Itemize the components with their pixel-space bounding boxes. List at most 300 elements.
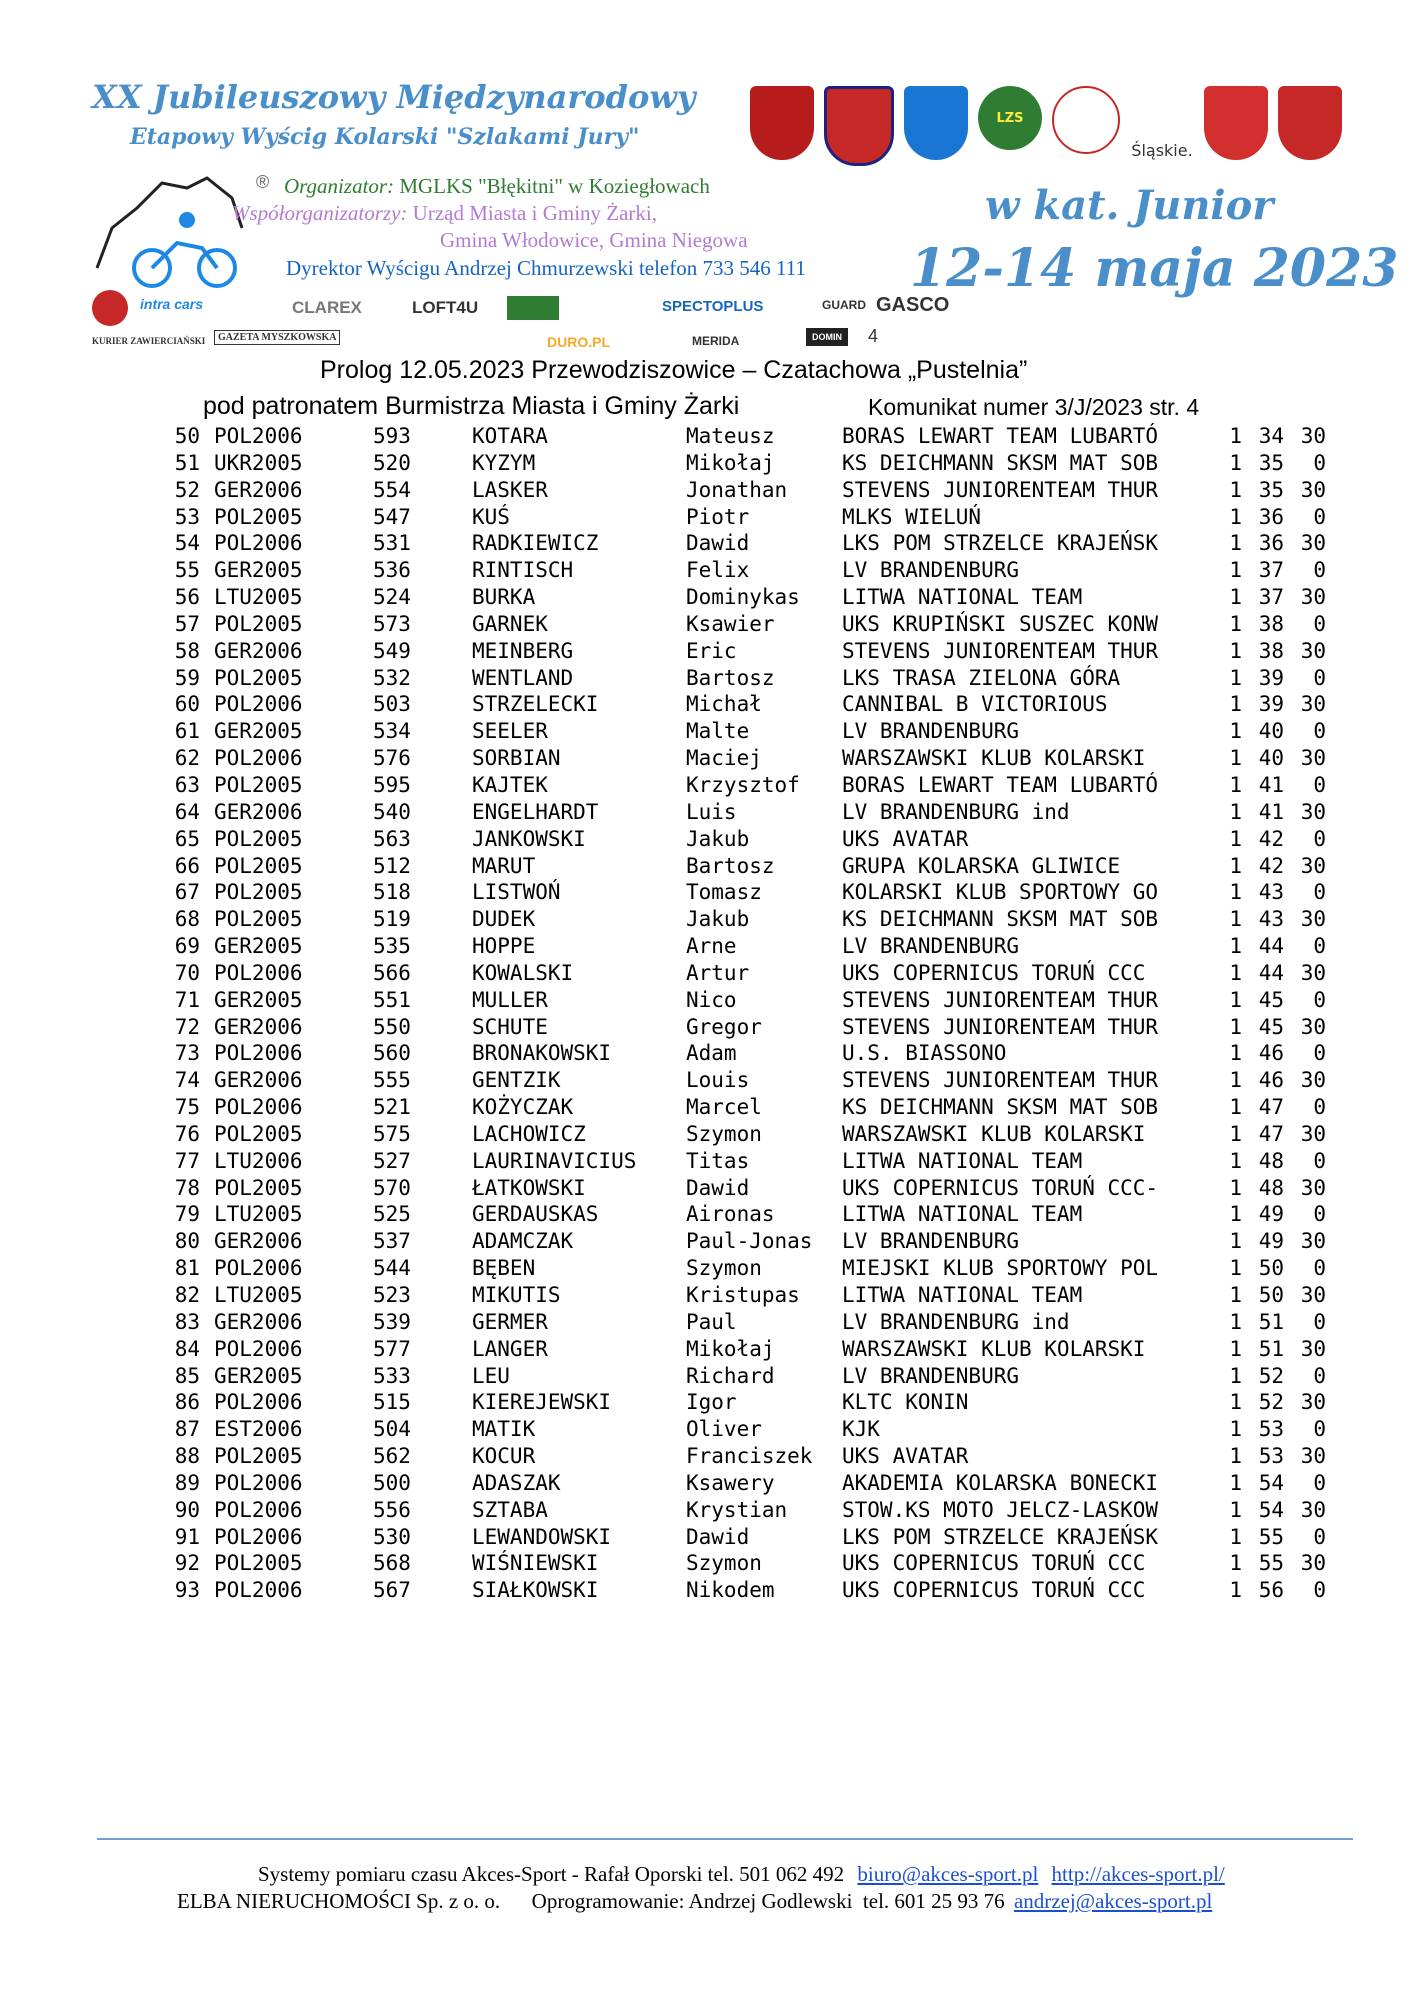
first-name: Mikołaj bbox=[686, 450, 775, 475]
last-name: LISTWOŃ bbox=[472, 880, 561, 905]
nationality-year: POL2006 bbox=[214, 531, 303, 556]
team-name: UKS COPERNICUS TORUŃ CCC bbox=[842, 960, 1146, 985]
table-row bbox=[0, 451, 1414, 478]
table-row bbox=[0, 1551, 1414, 1578]
nationality-year: POL2006 bbox=[214, 1336, 303, 1361]
nationality-year: POL2006 bbox=[214, 746, 303, 771]
table-row bbox=[0, 988, 1414, 1015]
table-row bbox=[0, 478, 1414, 505]
nationality-year: POL2006 bbox=[214, 1578, 303, 1603]
position: 63 bbox=[174, 772, 200, 797]
team-name: STEVENS JUNIORENTEAM THUR bbox=[842, 477, 1159, 502]
first-name: Felix bbox=[686, 558, 750, 583]
time-minutes: 46 bbox=[1258, 1068, 1284, 1093]
position: 71 bbox=[174, 987, 200, 1012]
team-name: STEVENS JUNIORENTEAM THUR bbox=[842, 1068, 1159, 1093]
last-name: GENTZIK bbox=[472, 1068, 561, 1093]
time-seconds: 30 bbox=[1300, 424, 1326, 448]
stage-title: Prolog 12.05.2023 Przewodziszowice – Czatachowa „Pustelnia” bbox=[320, 356, 1028, 384]
time-seconds: 30 bbox=[1300, 1283, 1326, 1307]
position: 83 bbox=[174, 1309, 200, 1334]
nationality-year: POL2005 bbox=[214, 1121, 303, 1146]
first-name: Gregor bbox=[686, 1014, 762, 1039]
last-name: LAURINAVICIUS bbox=[472, 1148, 637, 1173]
last-name: LACHOWICZ bbox=[472, 1121, 586, 1146]
position: 76 bbox=[174, 1121, 200, 1146]
last-name: KOCUR bbox=[472, 1444, 536, 1469]
team-name: KJK bbox=[842, 1417, 880, 1442]
time-hours: 1 bbox=[1229, 987, 1242, 1012]
time-hours: 1 bbox=[1229, 1014, 1242, 1039]
first-name: Paul-Jonas bbox=[686, 1229, 813, 1254]
first-name: Adam bbox=[686, 1041, 737, 1066]
time-hours: 1 bbox=[1229, 1551, 1242, 1576]
nationality-year: POL2006 bbox=[214, 1497, 303, 1522]
position: 55 bbox=[174, 558, 200, 583]
last-name: DUDEK bbox=[472, 907, 536, 932]
time-minutes: 51 bbox=[1258, 1336, 1284, 1361]
bib-number: 567 bbox=[373, 1578, 411, 1603]
nationality-year: LTU2005 bbox=[214, 1202, 303, 1227]
last-name: GERMER bbox=[472, 1309, 548, 1334]
nationality-year: GER2006 bbox=[214, 1014, 303, 1039]
time-seconds: 30 bbox=[1300, 907, 1326, 932]
first-name: Igor bbox=[686, 1390, 737, 1415]
time-minutes: 37 bbox=[1258, 585, 1284, 610]
position: 74 bbox=[174, 1068, 200, 1093]
position: 53 bbox=[174, 504, 200, 529]
first-name: Szymon bbox=[686, 1256, 762, 1281]
first-name: Marcel bbox=[686, 1095, 762, 1120]
last-name: MULLER bbox=[472, 987, 548, 1012]
table-row bbox=[0, 505, 1414, 532]
time-hours: 1 bbox=[1229, 1390, 1242, 1415]
team-name: STEVENS JUNIORENTEAM THUR bbox=[842, 638, 1159, 663]
first-name: Jonathan bbox=[686, 477, 788, 502]
last-name: ADASZAK bbox=[472, 1470, 561, 1495]
first-name: Oliver bbox=[686, 1417, 762, 1442]
time-seconds: 30 bbox=[1300, 960, 1326, 985]
position: 86 bbox=[174, 1390, 200, 1415]
first-name: Krystian bbox=[686, 1497, 788, 1522]
time-hours: 1 bbox=[1229, 1336, 1242, 1361]
table-row bbox=[0, 800, 1414, 827]
footer-email-link-2[interactable]: andrzej@akces-sport.pl bbox=[1013, 1889, 1213, 1913]
nationality-year: POL2005 bbox=[214, 772, 303, 797]
bib-number: 566 bbox=[373, 960, 411, 985]
first-name: Franciszek bbox=[686, 1444, 813, 1469]
team-name: WARSZAWSKI KLUB KOLARSKI bbox=[842, 746, 1146, 771]
time-hours: 1 bbox=[1229, 799, 1242, 824]
time-minutes: 41 bbox=[1258, 772, 1284, 797]
position: 54 bbox=[174, 531, 200, 556]
first-name: Jakub bbox=[686, 826, 750, 851]
bib-number: 519 bbox=[373, 907, 411, 932]
bib-number: 534 bbox=[373, 719, 411, 744]
time-minutes: 40 bbox=[1258, 719, 1284, 744]
nationality-year: GER2005 bbox=[214, 719, 303, 744]
time-minutes: 38 bbox=[1258, 638, 1284, 663]
team-name: UKS AVATAR bbox=[842, 826, 969, 851]
footer-line-1 bbox=[258, 1862, 1225, 1887]
time-hours: 1 bbox=[1229, 558, 1242, 583]
last-name: RINTISCH bbox=[472, 558, 574, 583]
time-hours: 1 bbox=[1229, 1444, 1242, 1469]
nationality-year: GER2006 bbox=[214, 1068, 303, 1093]
last-name: KIEREJEWSKI bbox=[472, 1390, 612, 1415]
time-minutes: 39 bbox=[1258, 692, 1284, 717]
nationality-year: POL2006 bbox=[214, 424, 303, 448]
position: 58 bbox=[174, 638, 200, 663]
sponsor-loft4u: LOFT4U bbox=[412, 298, 479, 317]
position: 72 bbox=[174, 1014, 200, 1039]
category-label: w kat. Junior bbox=[985, 182, 1274, 229]
bib-number: 512 bbox=[373, 853, 411, 878]
time-minutes: 56 bbox=[1258, 1578, 1284, 1603]
position: 91 bbox=[174, 1524, 200, 1549]
time-minutes: 48 bbox=[1258, 1175, 1284, 1200]
nationality-year: POL2005 bbox=[214, 826, 303, 851]
nationality-year: POL2005 bbox=[214, 880, 303, 905]
team-name: LKS TRASA ZIELONA GÓRA bbox=[842, 665, 1121, 690]
time-seconds: 30 bbox=[1300, 746, 1326, 771]
first-name: Ksawery bbox=[686, 1470, 775, 1495]
table-row bbox=[0, 1444, 1414, 1471]
first-name: Bartosz bbox=[686, 853, 775, 878]
table-row bbox=[0, 719, 1414, 746]
bib-number: 536 bbox=[373, 558, 411, 583]
first-name: Dominykas bbox=[686, 585, 800, 610]
first-name: Paul bbox=[686, 1309, 737, 1334]
nationality-year: GER2005 bbox=[214, 1363, 303, 1388]
sponsor-green-badge-icon bbox=[507, 296, 559, 320]
time-hours: 1 bbox=[1229, 665, 1242, 690]
table-row bbox=[0, 585, 1414, 612]
time-minutes: 35 bbox=[1258, 450, 1284, 475]
bib-number: 554 bbox=[373, 477, 411, 502]
nationality-year: POL2005 bbox=[214, 504, 303, 529]
time-seconds: 30 bbox=[1300, 1497, 1326, 1522]
time-minutes: 43 bbox=[1258, 880, 1284, 905]
position: 65 bbox=[174, 826, 200, 851]
team-name: AKADEMIA KOLARSKA BONECKI bbox=[842, 1470, 1159, 1495]
time-minutes: 49 bbox=[1258, 1229, 1284, 1254]
footer-email-link[interactable]: biuro@akces-sport.pl bbox=[857, 1862, 1039, 1886]
bib-number: 549 bbox=[373, 638, 411, 663]
time-seconds: 0 bbox=[1313, 1148, 1326, 1173]
time-hours: 1 bbox=[1229, 907, 1242, 932]
crest-7-icon bbox=[1204, 86, 1268, 160]
mglks-logo-icon bbox=[1052, 86, 1120, 154]
time-seconds: 0 bbox=[1313, 558, 1326, 583]
last-name: BURKA bbox=[472, 585, 536, 610]
table-row bbox=[0, 639, 1414, 666]
last-name: SEELER bbox=[472, 719, 548, 744]
time-seconds: 0 bbox=[1313, 1095, 1326, 1120]
team-name: STEVENS JUNIORENTEAM THUR bbox=[842, 1014, 1159, 1039]
time-hours: 1 bbox=[1229, 1256, 1242, 1281]
first-name: Eric bbox=[686, 638, 737, 663]
time-seconds: 30 bbox=[1300, 638, 1326, 663]
bib-number: 547 bbox=[373, 504, 411, 529]
first-name: Krzysztof bbox=[686, 772, 800, 797]
time-seconds: 0 bbox=[1313, 772, 1326, 797]
bib-number: 537 bbox=[373, 1229, 411, 1254]
bib-number: 539 bbox=[373, 1309, 411, 1334]
time-minutes: 38 bbox=[1258, 611, 1284, 636]
time-hours: 1 bbox=[1229, 1175, 1242, 1200]
time-hours: 1 bbox=[1229, 1497, 1242, 1522]
team-name: UKS AVATAR bbox=[842, 1444, 969, 1469]
bib-number: 575 bbox=[373, 1121, 411, 1146]
event-title-line2: Etapowy Wyścig Kolarski "Szlakami Jury" bbox=[130, 124, 640, 150]
table-row bbox=[0, 1176, 1414, 1203]
bib-number: 530 bbox=[373, 1524, 411, 1549]
nationality-year: GER2006 bbox=[214, 1309, 303, 1334]
first-name: Tomasz bbox=[686, 880, 762, 905]
time-seconds: 30 bbox=[1300, 1121, 1326, 1146]
last-name: KOWALSKI bbox=[472, 960, 574, 985]
bib-number: 500 bbox=[373, 1470, 411, 1495]
crest-3-icon bbox=[904, 86, 968, 160]
last-name: KOŻYCZAK bbox=[472, 1095, 574, 1120]
position: 59 bbox=[174, 665, 200, 690]
time-seconds: 0 bbox=[1313, 1417, 1326, 1442]
position: 81 bbox=[174, 1256, 200, 1281]
last-name: ŁATKOWSKI bbox=[472, 1175, 586, 1200]
sponsor-gazeta: GAZETA MYSZKOWSKA bbox=[214, 330, 340, 345]
time-minutes: 45 bbox=[1258, 1014, 1284, 1039]
last-name: MATIK bbox=[472, 1417, 536, 1442]
position: 52 bbox=[174, 477, 200, 502]
time-hours: 1 bbox=[1229, 1148, 1242, 1173]
time-seconds: 0 bbox=[1313, 826, 1326, 851]
last-name: KOTARA bbox=[472, 424, 548, 448]
nationality-year: POL2006 bbox=[214, 1095, 303, 1120]
table-row bbox=[0, 773, 1414, 800]
team-name: KS DEICHMANN SKSM MAT SOB bbox=[842, 907, 1159, 932]
nationality-year: LTU2005 bbox=[214, 585, 303, 610]
table-row bbox=[0, 1229, 1414, 1256]
time-minutes: 52 bbox=[1258, 1363, 1284, 1388]
coorganizers-value-1: Urząd Miasta i Gminy Żarki, bbox=[412, 201, 658, 225]
team-name: UKS COPERNICUS TORUŃ CCC- bbox=[842, 1175, 1159, 1200]
table-row bbox=[0, 1390, 1414, 1417]
team-name: LITWA NATIONAL TEAM bbox=[842, 1202, 1083, 1227]
first-name: Luis bbox=[686, 799, 737, 824]
last-name: WENTLAND bbox=[472, 665, 574, 690]
sponsor-clarex: CLAREX bbox=[292, 298, 362, 317]
team-name: LKS POM STRZELCE KRAJEŃSK bbox=[842, 531, 1159, 556]
last-name: GERDAUSKAS bbox=[472, 1202, 599, 1227]
bib-number: 550 bbox=[373, 1014, 411, 1039]
first-name: Richard bbox=[686, 1363, 775, 1388]
nationality-year: GER2005 bbox=[214, 934, 303, 959]
time-minutes: 42 bbox=[1258, 853, 1284, 878]
time-seconds: 0 bbox=[1313, 611, 1326, 636]
nationality-year: POL2005 bbox=[214, 1551, 303, 1576]
bib-number: 573 bbox=[373, 611, 411, 636]
last-name: BRONAKOWSKI bbox=[472, 1041, 612, 1066]
position: 61 bbox=[174, 719, 200, 744]
team-name: LV BRANDENBURG ind bbox=[842, 1309, 1070, 1334]
team-name: BORAS LEWART TEAM LUBARTÓ bbox=[842, 424, 1159, 448]
team-name: KOLARSKI KLUB SPORTOWY GO bbox=[842, 880, 1159, 905]
time-seconds: 30 bbox=[1300, 1444, 1326, 1469]
team-name: LV BRANDENBURG bbox=[842, 719, 1020, 744]
table-row bbox=[0, 558, 1414, 585]
time-seconds: 30 bbox=[1300, 531, 1326, 556]
time-minutes: 34 bbox=[1258, 424, 1284, 448]
time-seconds: 0 bbox=[1313, 450, 1326, 475]
table-row bbox=[0, 1525, 1414, 1552]
time-seconds: 30 bbox=[1300, 799, 1326, 824]
team-name: KS DEICHMANN SKSM MAT SOB bbox=[842, 450, 1159, 475]
time-seconds: 0 bbox=[1313, 1470, 1326, 1495]
last-name: STRZELECKI bbox=[472, 692, 599, 717]
position: 67 bbox=[174, 880, 200, 905]
last-name: WIŚNIEWSKI bbox=[472, 1551, 599, 1576]
last-name: ENGELHARDT bbox=[472, 799, 599, 824]
last-name: LEU bbox=[472, 1363, 510, 1388]
position: 57 bbox=[174, 611, 200, 636]
slaskie-logo-icon: Śląskie. bbox=[1130, 86, 1194, 160]
bib-number: 551 bbox=[373, 987, 411, 1012]
time-seconds: 0 bbox=[1313, 1041, 1326, 1066]
bib-number: 523 bbox=[373, 1283, 411, 1307]
team-name: LITWA NATIONAL TEAM bbox=[842, 1283, 1083, 1307]
nationality-year: POL2006 bbox=[214, 960, 303, 985]
nationality-year: POL2005 bbox=[214, 853, 303, 878]
time-seconds: 30 bbox=[1300, 1390, 1326, 1415]
bib-number: 518 bbox=[373, 880, 411, 905]
nationality-year: POL2005 bbox=[214, 1175, 303, 1200]
time-minutes: 44 bbox=[1258, 934, 1284, 959]
time-hours: 1 bbox=[1229, 424, 1242, 448]
position: 88 bbox=[174, 1444, 200, 1469]
team-name: UKS COPERNICUS TORUŃ CCC bbox=[842, 1578, 1146, 1603]
nationality-year: POL2006 bbox=[214, 1524, 303, 1549]
time-seconds: 0 bbox=[1313, 1202, 1326, 1227]
position: 77 bbox=[174, 1148, 200, 1173]
sponsor-spectoplus: SPECTOPLUS bbox=[662, 298, 764, 315]
last-name: MARUT bbox=[472, 853, 536, 878]
time-minutes: 43 bbox=[1258, 907, 1284, 932]
position: 51 bbox=[174, 450, 200, 475]
nationality-year: POL2005 bbox=[214, 665, 303, 690]
time-minutes: 46 bbox=[1258, 1041, 1284, 1066]
team-name: CANNIBAL B VICTORIOUS bbox=[842, 692, 1108, 717]
time-seconds: 30 bbox=[1300, 1336, 1326, 1361]
table-row bbox=[0, 1578, 1414, 1605]
time-hours: 1 bbox=[1229, 1068, 1242, 1093]
time-minutes: 53 bbox=[1258, 1417, 1284, 1442]
first-name: Szymon bbox=[686, 1551, 762, 1576]
time-hours: 1 bbox=[1229, 450, 1242, 475]
team-name: LV BRANDENBURG bbox=[842, 934, 1020, 959]
time-seconds: 30 bbox=[1300, 853, 1326, 878]
time-hours: 1 bbox=[1229, 826, 1242, 851]
position: 92 bbox=[174, 1551, 200, 1576]
time-seconds: 0 bbox=[1313, 1524, 1326, 1549]
time-seconds: 30 bbox=[1300, 477, 1326, 502]
table-row bbox=[0, 854, 1414, 881]
time-minutes: 52 bbox=[1258, 1390, 1284, 1415]
time-seconds: 30 bbox=[1300, 1014, 1326, 1039]
patronage-line: pod patronatem Burmistrza Miasta i Gminy Żarki bbox=[203, 392, 740, 420]
time-hours: 1 bbox=[1229, 531, 1242, 556]
first-name: Kristupas bbox=[686, 1283, 800, 1307]
bib-number: 521 bbox=[373, 1095, 411, 1120]
bib-number: 504 bbox=[373, 1417, 411, 1442]
footer-website-link[interactable]: http://akces-sport.pl/ bbox=[1051, 1862, 1225, 1886]
timing-company: Systemy pomiaru czasu Akces-Sport - Rafał Oporski tel. 501 062 492 bbox=[258, 1862, 845, 1886]
team-name: MLKS WIELUŃ bbox=[842, 504, 982, 529]
sponsor-guard: GUARD bbox=[822, 298, 866, 312]
bib-number: 570 bbox=[373, 1175, 411, 1200]
crest-8-icon bbox=[1278, 86, 1342, 160]
team-name: KLTC KONIN bbox=[842, 1390, 969, 1415]
nationality-year: POL2006 bbox=[214, 1256, 303, 1281]
last-name: SIAŁKOWSKI bbox=[472, 1578, 599, 1603]
first-name: Aironas bbox=[686, 1202, 775, 1227]
bib-number: 540 bbox=[373, 799, 411, 824]
footer-line-2 bbox=[177, 1889, 1212, 1914]
sponsor-merida: MERIDA bbox=[692, 334, 740, 348]
nationality-year: UKR2005 bbox=[214, 450, 303, 475]
time-hours: 1 bbox=[1229, 1578, 1242, 1603]
sponsor-gasco: GASCO bbox=[876, 294, 950, 316]
time-hours: 1 bbox=[1229, 772, 1242, 797]
position: 73 bbox=[174, 1041, 200, 1066]
time-hours: 1 bbox=[1229, 692, 1242, 717]
table-row bbox=[0, 961, 1414, 988]
time-seconds: 0 bbox=[1313, 987, 1326, 1012]
first-name: Piotr bbox=[686, 504, 750, 529]
last-name: LEWANDOWSKI bbox=[472, 1524, 612, 1549]
bib-number: 520 bbox=[373, 450, 411, 475]
team-name: LV BRANDENBURG bbox=[842, 558, 1020, 583]
first-name: Arne bbox=[686, 934, 737, 959]
table-row bbox=[0, 1015, 1414, 1042]
team-name: WARSZAWSKI KLUB KOLARSKI bbox=[842, 1336, 1146, 1361]
last-name: HOPPE bbox=[472, 934, 536, 959]
time-minutes: 37 bbox=[1258, 558, 1284, 583]
time-minutes: 44 bbox=[1258, 960, 1284, 985]
time-hours: 1 bbox=[1229, 1524, 1242, 1549]
table-row bbox=[0, 934, 1414, 961]
time-hours: 1 bbox=[1229, 1363, 1242, 1388]
time-hours: 1 bbox=[1229, 585, 1242, 610]
time-hours: 1 bbox=[1229, 960, 1242, 985]
time-minutes: 55 bbox=[1258, 1551, 1284, 1576]
table-row bbox=[0, 1310, 1414, 1337]
table-row bbox=[0, 1256, 1414, 1283]
time-seconds: 0 bbox=[1313, 504, 1326, 529]
table-row bbox=[0, 746, 1414, 773]
organizer-label: Organizator: bbox=[284, 174, 395, 198]
coorganizers-label: Współorganizatorzy: bbox=[232, 201, 408, 225]
team-name: STOW.KS MOTO JELCZ-LASKOW bbox=[842, 1497, 1159, 1522]
sponsor-kurier: KURIER ZAWIERCIAŃSKI bbox=[92, 336, 206, 346]
time-hours: 1 bbox=[1229, 504, 1242, 529]
time-seconds: 0 bbox=[1313, 1363, 1326, 1388]
last-name: MIKUTIS bbox=[472, 1283, 561, 1307]
position: 56 bbox=[174, 585, 200, 610]
sponsor-strip bbox=[92, 290, 992, 360]
table-row bbox=[0, 612, 1414, 639]
time-minutes: 55 bbox=[1258, 1524, 1284, 1549]
